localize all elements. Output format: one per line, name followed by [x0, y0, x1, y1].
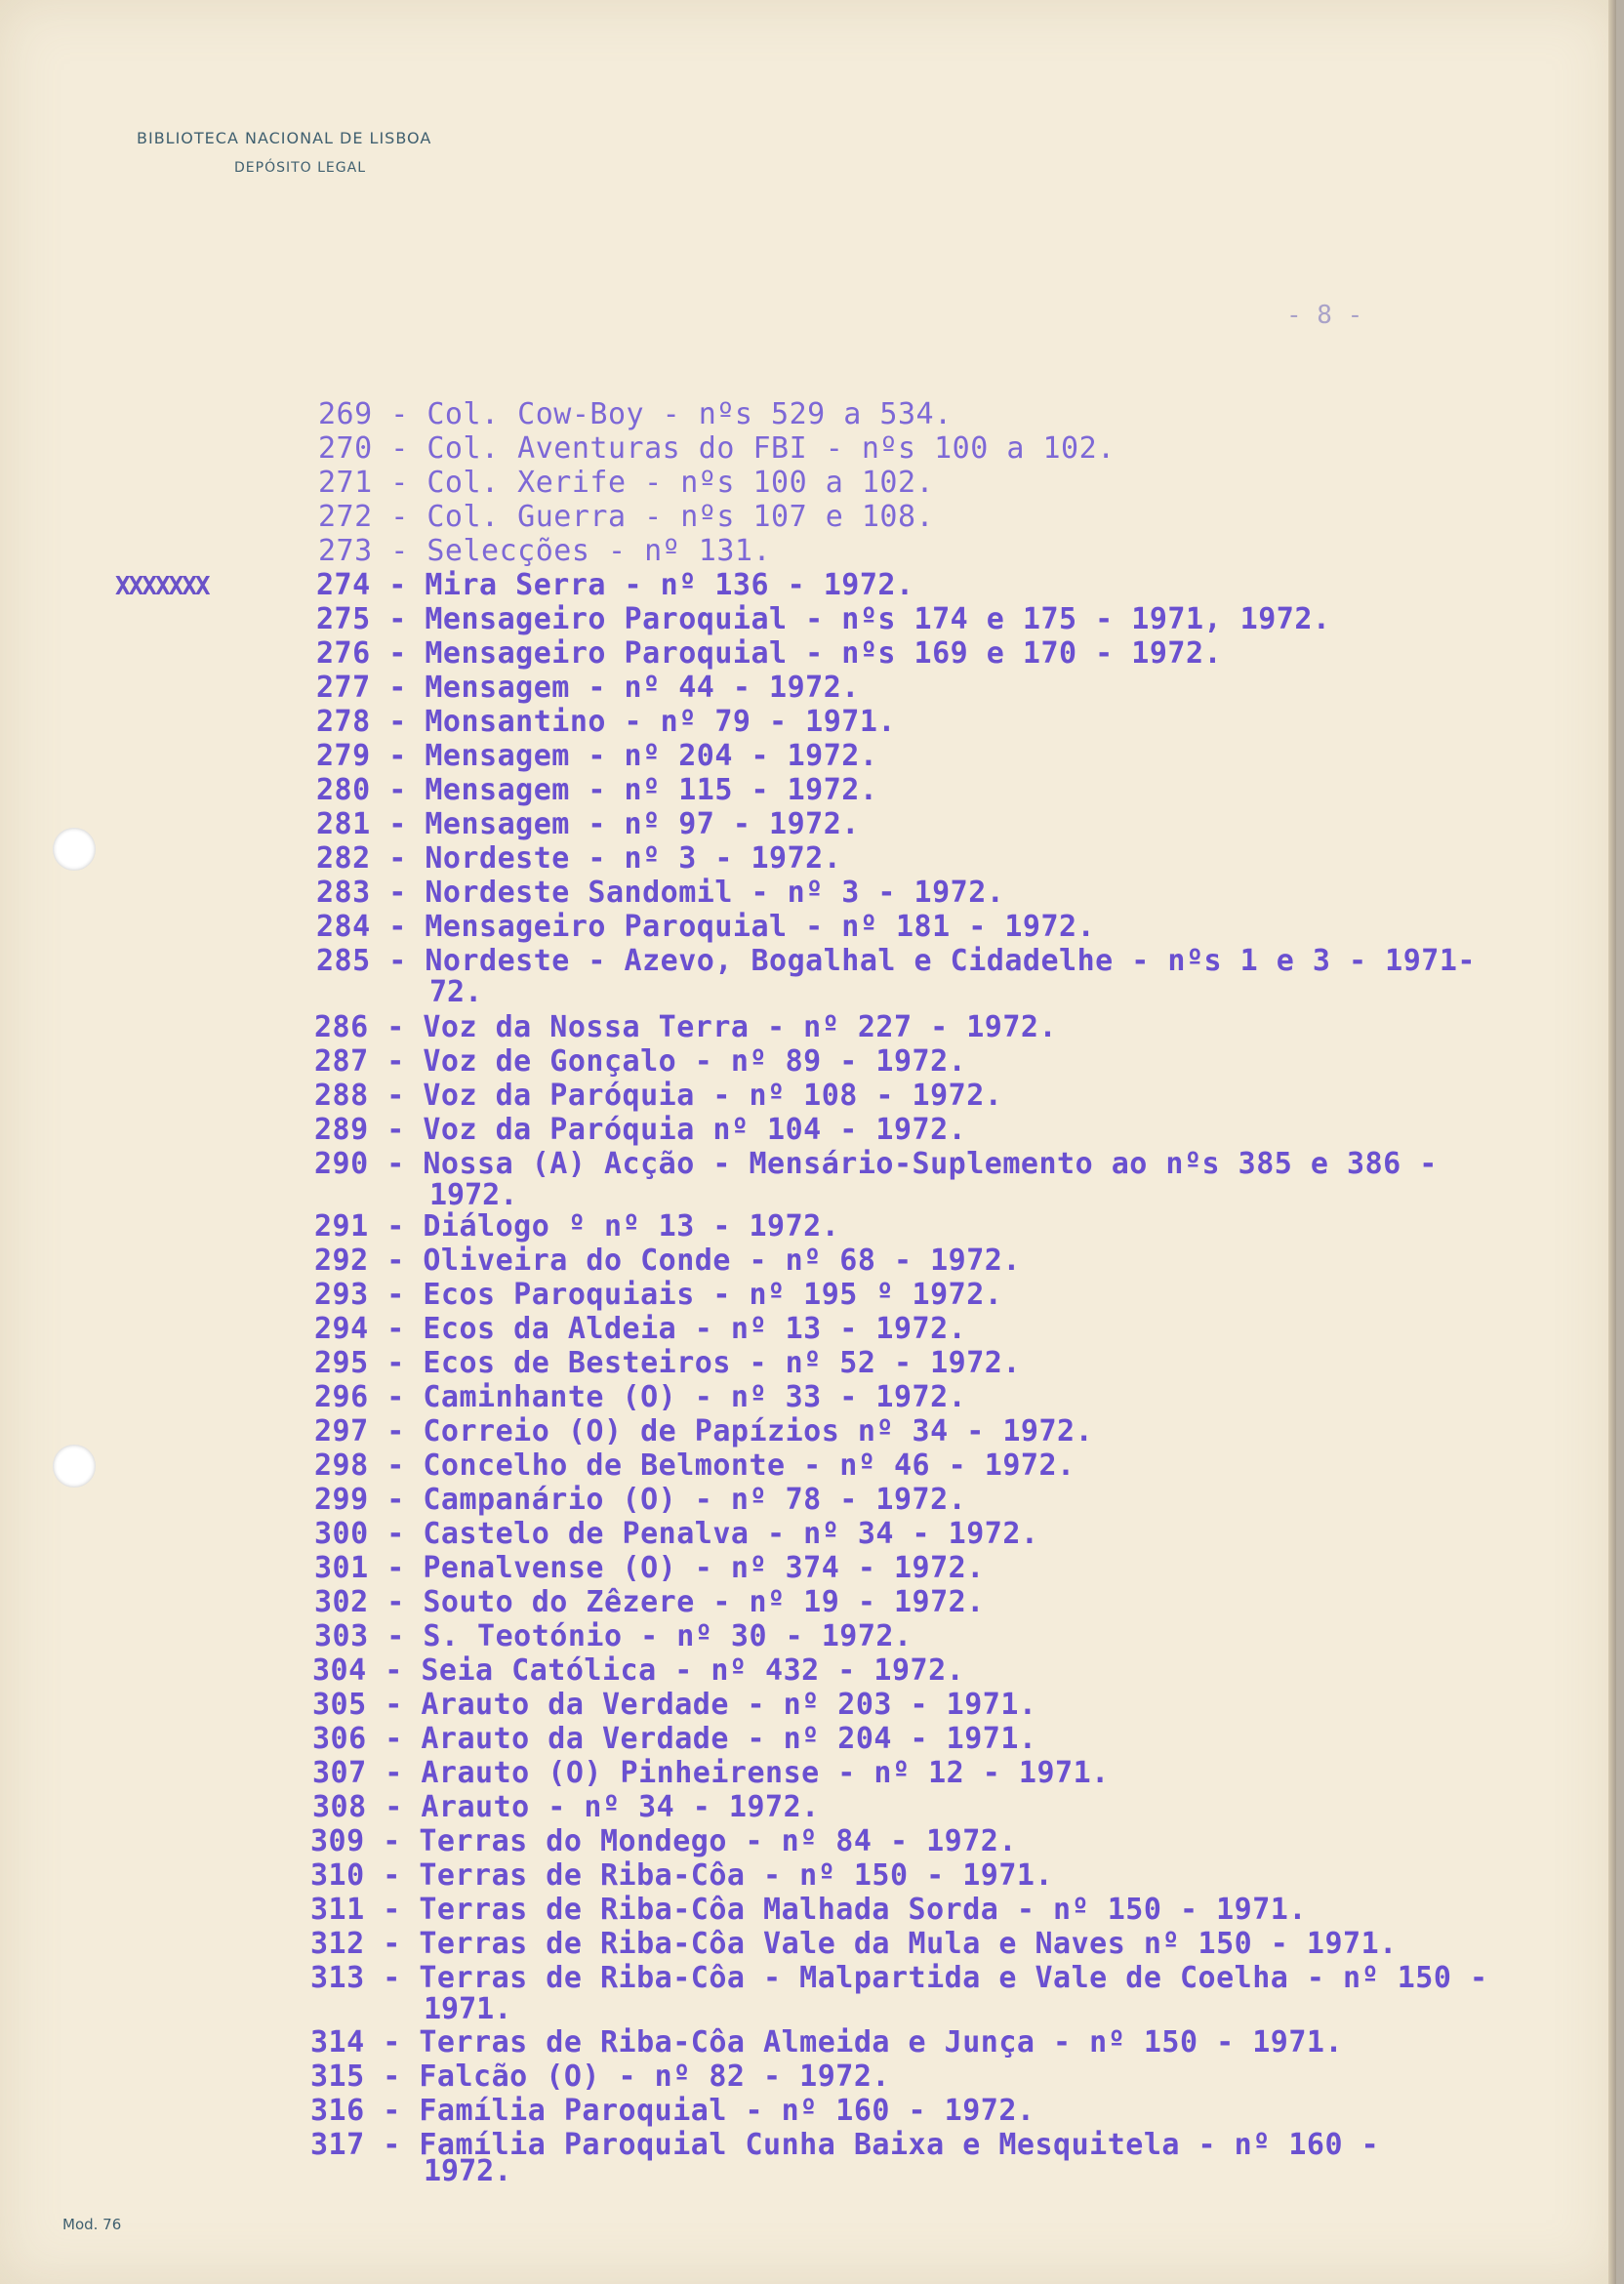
- entry-continuation: 72.: [429, 975, 483, 1009]
- list-entry: 317 - Família Paroquial Cunha Baixa e Mesquitela - nº 160 -: [310, 2128, 1380, 2162]
- list-entry: 286 - Voz da Nossa Terra - nº 227 - 1972.: [314, 1010, 1058, 1044]
- list-entry: 288 - Voz da Paróquia - nº 108 - 1972.: [314, 1079, 1003, 1113]
- list-entry: 279 - Mensagem - nº 204 - 1972.: [316, 739, 878, 773]
- list-entry: 300 - Castelo de Penalva - nº 34 - 1972.: [314, 1517, 1039, 1551]
- list-entry: 282 - Nordeste - nº 3 - 1972.: [316, 841, 842, 876]
- list-entry: 273 - Selecções - nº 131.: [318, 534, 772, 568]
- letterhead-institution: BIBLIOTECA NACIONAL DE LISBOA: [137, 129, 432, 147]
- list-entry: 309 - Terras do Mondego - nº 84 - 1972.: [310, 1824, 1017, 1858]
- punch-hole-bottom: [53, 1445, 96, 1488]
- list-entry: 299 - Campanário (O) - nº 78 - 1972.: [314, 1483, 967, 1517]
- list-entry: 314 - Terras de Riba-Côa Almeida e Junça - nº 150 - 1971.: [310, 2025, 1344, 2060]
- list-entry: 285 - Nordeste - Azevo, Bogalhal e Cidadelhe - nºs 1 e 3 - 1971-: [316, 944, 1476, 978]
- page-edge: [1608, 0, 1616, 2284]
- list-entry: 306 - Arauto da Verdade - nº 204 - 1971.: [312, 1722, 1037, 1756]
- list-entry: 276 - Mensageiro Paroquial - nºs 169 e 170 - 1972.: [316, 636, 1223, 671]
- entry-continuation: 1972.: [424, 2154, 512, 2188]
- list-entry: 283 - Nordeste Sandomil - nº 3 - 1972.: [316, 876, 1005, 910]
- list-entry: 291 - Diálogo º nº 13 - 1972.: [314, 1209, 840, 1244]
- list-entry: 307 - Arauto (O) Pinheirense - nº 12 - 1971.: [312, 1756, 1110, 1790]
- list-entry: 290 - Nossa (A) Acção - Mensário-Suplemento ao nºs 385 e 386 -: [314, 1147, 1438, 1181]
- list-entry: 301 - Penalvense (O) - nº 374 - 1972.: [314, 1551, 985, 1585]
- list-entry: 294 - Ecos da Aldeia - nº 13 - 1972.: [314, 1312, 967, 1346]
- list-entry: 287 - Voz de Gonçalo - nº 89 - 1972.: [314, 1044, 967, 1079]
- list-entry: 303 - S. Teotónio - nº 30 - 1972.: [314, 1619, 913, 1653]
- list-entry: 280 - Mensagem - nº 115 - 1972.: [316, 773, 878, 807]
- list-entry: 284 - Mensageiro Paroquial - nº 181 - 1972.: [316, 910, 1096, 944]
- list-entry: 296 - Caminhante (O) - nº 33 - 1972.: [314, 1380, 967, 1414]
- list-entry: 293 - Ecos Paroquiais - nº 195 º 1972.: [314, 1278, 1003, 1312]
- list-entry: 308 - Arauto - nº 34 - 1972.: [312, 1790, 820, 1824]
- list-entry: 297 - Correio (O) de Papízios nº 34 - 1972.: [314, 1414, 1094, 1448]
- list-entry: 278 - Monsantino - nº 79 - 1971.: [316, 705, 896, 739]
- letterhead-department: DEPÓSITO LEGAL: [234, 160, 366, 176]
- list-entry: 269 - Col. Cow-Boy - nºs 529 a 534.: [318, 397, 953, 431]
- list-entry: 311 - Terras de Riba-Côa Malhada Sorda - nº 150 - 1971.: [310, 1893, 1307, 1927]
- list-entry: 281 - Mensagem - nº 97 - 1972.: [316, 807, 860, 841]
- list-entry: 289 - Voz da Paróquia nº 104 - 1972.: [314, 1113, 967, 1147]
- punch-hole-top: [53, 828, 96, 871]
- list-entry: 310 - Terras de Riba-Côa - nº 150 - 1971.: [310, 1858, 1054, 1893]
- entry-continuation: 1972.: [429, 1178, 518, 1212]
- list-entry: 272 - Col. Guerra - nºs 107 e 108.: [318, 500, 935, 534]
- entry-continuation: 1971.: [424, 1992, 512, 2026]
- list-entry: 312 - Terras de Riba-Côa Vale da Mula e Naves nº 150 - 1971.: [310, 1927, 1398, 1961]
- list-entry: 304 - Seia Católica - nº 432 - 1972.: [312, 1653, 965, 1688]
- list-entry: 316 - Família Paroquial - nº 160 - 1972.: [310, 2094, 1035, 2128]
- list-entry: 277 - Mensagem - nº 44 - 1972.: [316, 671, 860, 705]
- list-entry: 315 - Falcão (O) - nº 82 - 1972.: [310, 2060, 890, 2094]
- list-entry: 292 - Oliveira do Conde - nº 68 - 1972.: [314, 1244, 1021, 1278]
- page-number: - 8 -: [1286, 301, 1363, 330]
- form-code: Mod. 76: [62, 2216, 122, 2233]
- list-entry: 298 - Concelho de Belmonte - nº 46 - 1972.: [314, 1448, 1076, 1483]
- margin-strikeout: XXXXXXX: [115, 572, 209, 601]
- list-entry: 305 - Arauto da Verdade - nº 203 - 1971.: [312, 1688, 1037, 1722]
- list-entry: 270 - Col. Aventuras do FBI - nºs 100 a 102.: [318, 431, 1116, 466]
- list-entry: 271 - Col. Xerife - nºs 100 a 102.: [318, 466, 935, 500]
- list-entry: 313 - Terras de Riba-Côa - Malpartida e Vale de Coelha - nº 150 -: [310, 1961, 1488, 1995]
- list-entry: 274 - Mira Serra - nº 136 - 1972.: [316, 568, 914, 602]
- list-entry: 302 - Souto do Zêzere - nº 19 - 1972.: [314, 1585, 985, 1619]
- list-entry: 295 - Ecos de Besteiros - nº 52 - 1972.: [314, 1346, 1021, 1380]
- list-entry: 275 - Mensageiro Paroquial - nºs 174 e 175 - 1971, 1972.: [316, 602, 1331, 636]
